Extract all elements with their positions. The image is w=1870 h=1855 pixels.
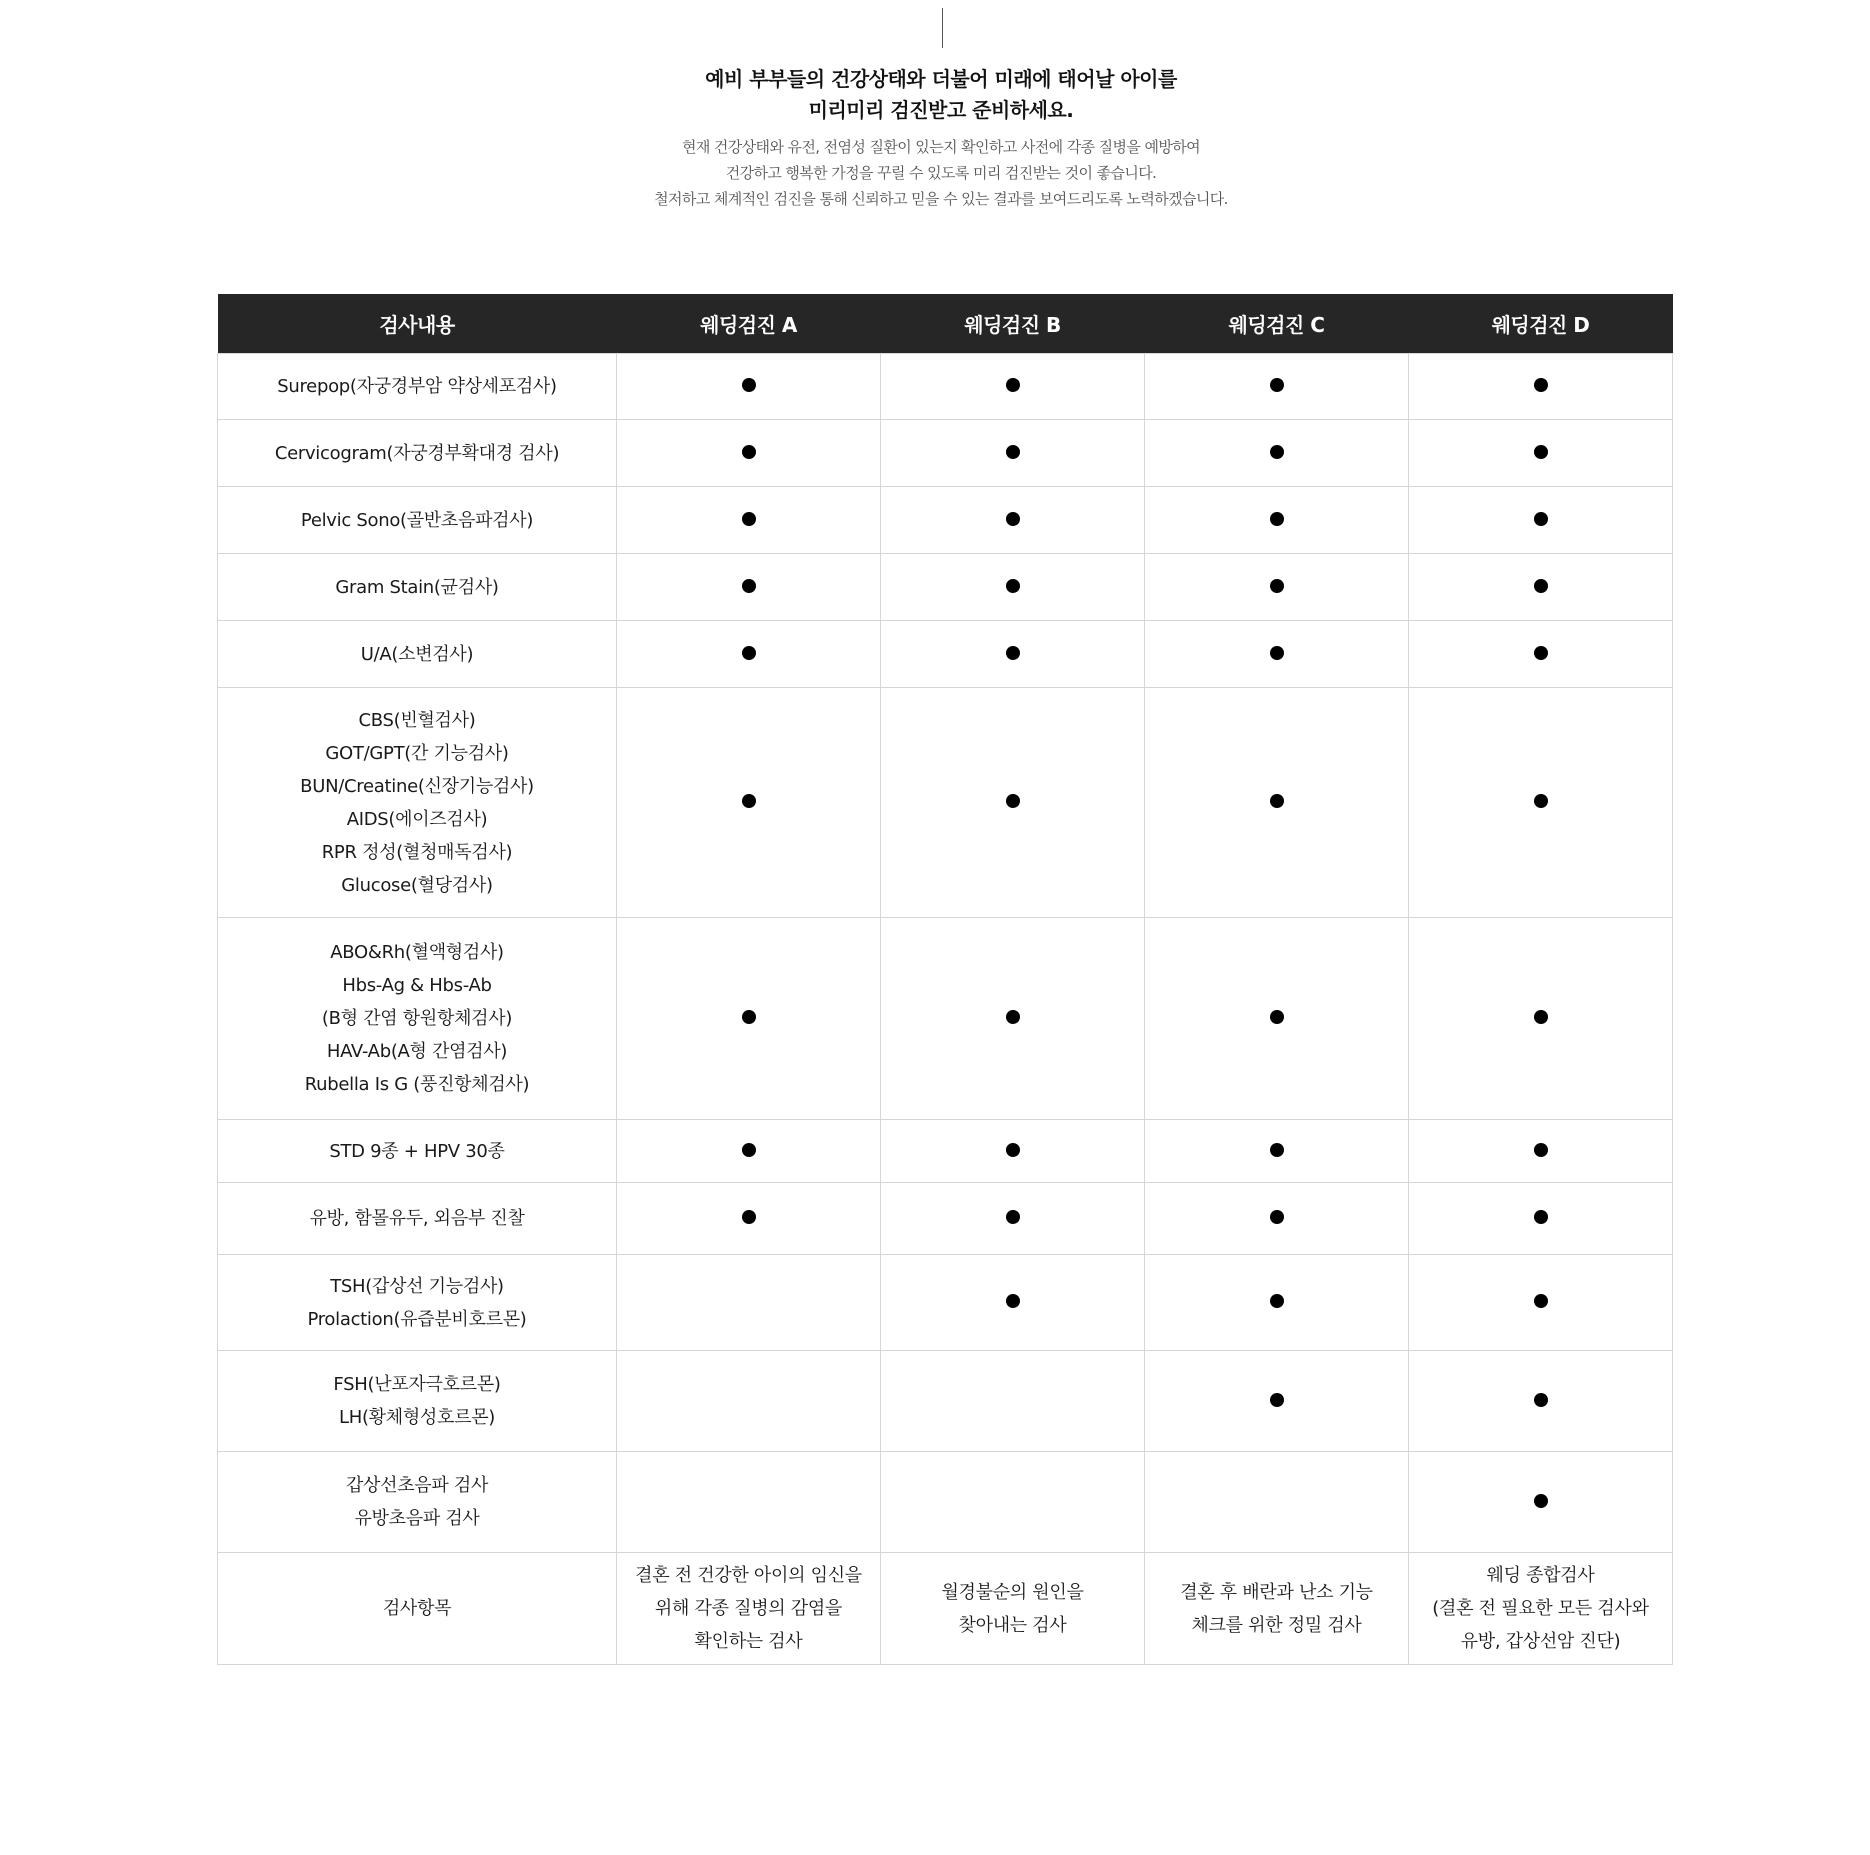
table-row <box>218 1183 1673 1255</box>
test-item-cell <box>218 1120 617 1183</box>
included-dot-icon <box>742 445 756 459</box>
inclusion-cell <box>881 621 1145 688</box>
table-row <box>218 1255 1673 1351</box>
test-item-cell <box>218 688 617 918</box>
test-item-label: LH(황체형성호르몬) <box>338 1407 496 1428</box>
inclusion-cell <box>881 420 1145 487</box>
inclusion-cell <box>1409 1183 1673 1255</box>
inclusion-cell <box>617 420 881 487</box>
inclusion-cell <box>617 1183 881 1255</box>
inclusion-cell <box>1409 354 1673 420</box>
headline-line: 예비 부부들의 건강상태와 더불어 미래에 태어날 아이를 <box>705 67 1177 91</box>
inclusion-cell <box>881 1183 1145 1255</box>
description-line: 유방, 갑상선암 진단) <box>1460 1631 1621 1652</box>
test-item-label: FSH(난포자극호르몬) <box>333 1374 501 1395</box>
test-item-cell <box>218 354 617 420</box>
inclusion-cell <box>1409 487 1673 554</box>
test-item-label: 갑상선초음파 검사 <box>345 1475 489 1496</box>
included-dot-icon <box>1270 794 1284 808</box>
included-dot-icon <box>742 1210 756 1224</box>
inclusion-cell <box>881 487 1145 554</box>
header-package-c: 웨딩검진 C <box>1145 294 1409 354</box>
inclusion-cell <box>881 1255 1145 1351</box>
inclusion-cell <box>881 688 1145 918</box>
divider-line <box>942 8 943 48</box>
header-package-b: 웨딩검진 B <box>881 294 1145 354</box>
test-item-label: RPR 정성(혈청매독검사) <box>321 841 513 863</box>
table-row <box>218 1120 1673 1183</box>
included-dot-icon <box>1534 445 1548 459</box>
test-item-label: Pelvic Sono(골반초음파검사) <box>300 509 534 531</box>
inclusion-cell <box>1145 354 1409 420</box>
test-item-label: TSH(갑상선 기능검사) <box>330 1275 504 1297</box>
description-line: 월경불순의 원인을 <box>941 1581 1084 1603</box>
included-dot-icon <box>1006 512 1020 526</box>
test-item-label: Rubella Is G (풍진항체검사) <box>304 1074 530 1095</box>
intro-section <box>0 64 1870 212</box>
test-item-label: BUN/Creatine(신장기능검사) <box>300 775 534 797</box>
inclusion-cell <box>1145 1255 1409 1351</box>
package-description <box>881 1553 1145 1665</box>
test-item-label: STD 9종 + HPV 30종 <box>329 1140 505 1162</box>
test-item-label: Surepop(자궁경부암 약상세포검사) <box>277 376 557 397</box>
table-row <box>218 354 1673 420</box>
table-row <box>218 1351 1673 1452</box>
description-line: 결혼 전 건강한 아이의 임신을 <box>635 1565 862 1586</box>
included-dot-icon <box>1270 1393 1284 1407</box>
included-dot-icon <box>742 646 756 660</box>
included-dot-icon <box>1534 1143 1548 1157</box>
test-item-label: Cervicogram(자궁경부확대경 검사) <box>274 442 560 464</box>
included-dot-icon <box>1006 1210 1020 1224</box>
inclusion-cell <box>617 1255 881 1351</box>
inclusion-cell <box>1145 1120 1409 1183</box>
test-item-label: HAV-Ab(A형 간염검사) <box>326 1041 508 1062</box>
inclusion-cell <box>1145 1351 1409 1452</box>
test-item-label: 유방초음파 검사 <box>354 1508 480 1529</box>
included-dot-icon <box>1534 1494 1548 1508</box>
included-dot-icon <box>1006 1143 1020 1157</box>
description-line: 찾아내는 검사 <box>958 1614 1067 1636</box>
inclusion-cell <box>1145 420 1409 487</box>
test-item-label: ABO&Rh(혈액형검사) <box>330 942 504 963</box>
test-item-label: Hbs-Ag & Hbs-Ab <box>342 975 492 996</box>
table-row <box>218 918 1673 1120</box>
included-dot-icon <box>1006 1010 1020 1024</box>
test-item-label: Prolaction(유즙분비호르몬) <box>307 1308 527 1330</box>
included-dot-icon <box>1534 1393 1548 1407</box>
description-line: 웨딩 종합검사 <box>1486 1565 1595 1586</box>
included-dot-icon <box>1270 1210 1284 1224</box>
included-dot-icon <box>1270 579 1284 593</box>
description-line: 확인하는 검사 <box>694 1631 803 1652</box>
description-line: 건강하고 행복한 가정을 꾸릴 수 있도록 미리 검진받는 것이 좋습니다. <box>725 164 1157 182</box>
inclusion-cell <box>1409 1452 1673 1553</box>
test-item-label: Glucose(혈당검사) <box>341 874 493 896</box>
included-dot-icon <box>1270 1294 1284 1308</box>
checkup-comparison-table <box>217 294 1673 1665</box>
header-package-a: 웨딩검진 A <box>617 294 881 354</box>
inclusion-cell <box>1409 918 1673 1120</box>
included-dot-icon <box>1534 1294 1548 1308</box>
header-test-content: 검사내용 <box>218 294 617 354</box>
included-dot-icon <box>1270 512 1284 526</box>
test-item-label: U/A(소변검사) <box>360 643 474 665</box>
included-dot-icon <box>1270 1143 1284 1157</box>
test-item-cell <box>218 1255 617 1351</box>
description-line: 현재 건강상태와 유전, 전염성 질환이 있는지 확인하고 사전에 각종 질병을 예방하여 <box>681 138 1201 156</box>
included-dot-icon <box>1270 378 1284 392</box>
included-dot-icon <box>742 378 756 392</box>
inclusion-cell <box>1145 554 1409 621</box>
included-dot-icon <box>1270 646 1284 660</box>
package-description <box>617 1553 881 1665</box>
inclusion-cell <box>617 1351 881 1452</box>
inclusion-cell <box>1409 554 1673 621</box>
test-item-label: AIDS(에이즈검사) <box>346 808 488 830</box>
package-description <box>1145 1553 1409 1665</box>
test-item-label: CBS(빈혈검사) <box>358 709 476 731</box>
description-line: (결혼 전 필요한 모든 검사와 <box>1432 1598 1649 1619</box>
included-dot-icon <box>1270 445 1284 459</box>
table-row <box>218 487 1673 554</box>
intro-description <box>0 134 1870 212</box>
table-header-row <box>218 294 1673 354</box>
inclusion-cell <box>1145 1452 1409 1553</box>
included-dot-icon <box>1534 579 1548 593</box>
table-row <box>218 420 1673 487</box>
test-item-label: Gram Stain(균검사) <box>335 576 499 598</box>
included-dot-icon <box>742 512 756 526</box>
inclusion-cell <box>1409 621 1673 688</box>
intro-headline <box>0 64 1870 126</box>
test-item-cell <box>218 1452 617 1553</box>
included-dot-icon <box>1534 1210 1548 1224</box>
inclusion-cell <box>1145 1183 1409 1255</box>
description-line: 체크를 위한 정밀 검사 <box>1191 1614 1362 1636</box>
table-row <box>218 554 1673 621</box>
included-dot-icon <box>1534 1010 1548 1024</box>
inclusion-cell <box>881 354 1145 420</box>
included-dot-icon <box>1006 579 1020 593</box>
summary-label: 검사항목 <box>218 1553 617 1665</box>
inclusion-cell <box>617 487 881 554</box>
included-dot-icon <box>1534 646 1548 660</box>
test-item-label: 유방, 함몰유두, 외음부 진찰 <box>309 1208 525 1229</box>
test-item-label: GOT/GPT(간 기능검사) <box>325 742 509 764</box>
inclusion-cell <box>1409 1120 1673 1183</box>
inclusion-cell <box>617 1120 881 1183</box>
inclusion-cell <box>881 1452 1145 1553</box>
included-dot-icon <box>742 1143 756 1157</box>
test-item-cell <box>218 918 617 1120</box>
test-item-cell <box>218 420 617 487</box>
inclusion-cell <box>617 918 881 1120</box>
included-dot-icon <box>1006 378 1020 392</box>
test-item-cell <box>218 1183 617 1255</box>
test-item-label: (B형 간염 항원항체검사) <box>321 1008 513 1029</box>
inclusion-cell <box>881 554 1145 621</box>
table-row <box>218 688 1673 918</box>
inclusion-cell <box>1409 688 1673 918</box>
included-dot-icon <box>1534 794 1548 808</box>
included-dot-icon <box>742 579 756 593</box>
inclusion-cell <box>881 1351 1145 1452</box>
included-dot-icon <box>1534 512 1548 526</box>
headline-line: 미리미리 검진받고 준비하세요. <box>808 98 1074 122</box>
included-dot-icon <box>742 794 756 808</box>
inclusion-cell <box>1409 1351 1673 1452</box>
included-dot-icon <box>742 1010 756 1024</box>
inclusion-cell <box>617 554 881 621</box>
description-line: 결혼 후 배란과 난소 기능 <box>1180 1581 1373 1603</box>
description-line: 위해 각종 질병의 감염을 <box>654 1598 843 1619</box>
inclusion-cell <box>1145 621 1409 688</box>
inclusion-cell <box>1409 1255 1673 1351</box>
inclusion-cell <box>881 1120 1145 1183</box>
test-item-cell <box>218 621 617 688</box>
inclusion-cell <box>1145 918 1409 1120</box>
included-dot-icon <box>1006 1294 1020 1308</box>
description-line: 철저하고 체계적인 검진을 통해 신뢰하고 믿을 수 있는 결과를 보여드리도록 노력하겠습니다. <box>654 190 1228 208</box>
included-dot-icon <box>1534 378 1548 392</box>
test-item-cell <box>218 487 617 554</box>
inclusion-cell <box>1409 420 1673 487</box>
table-row <box>218 621 1673 688</box>
summary-row <box>218 1553 1673 1665</box>
included-dot-icon <box>1006 794 1020 808</box>
package-description <box>1409 1553 1673 1665</box>
test-item-cell <box>218 554 617 621</box>
header-package-d: 웨딩검진 D <box>1409 294 1673 354</box>
inclusion-cell <box>1145 688 1409 918</box>
inclusion-cell <box>617 1452 881 1553</box>
inclusion-cell <box>1145 487 1409 554</box>
inclusion-cell <box>617 354 881 420</box>
included-dot-icon <box>1006 445 1020 459</box>
inclusion-cell <box>617 621 881 688</box>
included-dot-icon <box>1270 1010 1284 1024</box>
inclusion-cell <box>881 918 1145 1120</box>
inclusion-cell <box>617 688 881 918</box>
table-row <box>218 1452 1673 1553</box>
included-dot-icon <box>1006 646 1020 660</box>
test-item-cell <box>218 1351 617 1452</box>
